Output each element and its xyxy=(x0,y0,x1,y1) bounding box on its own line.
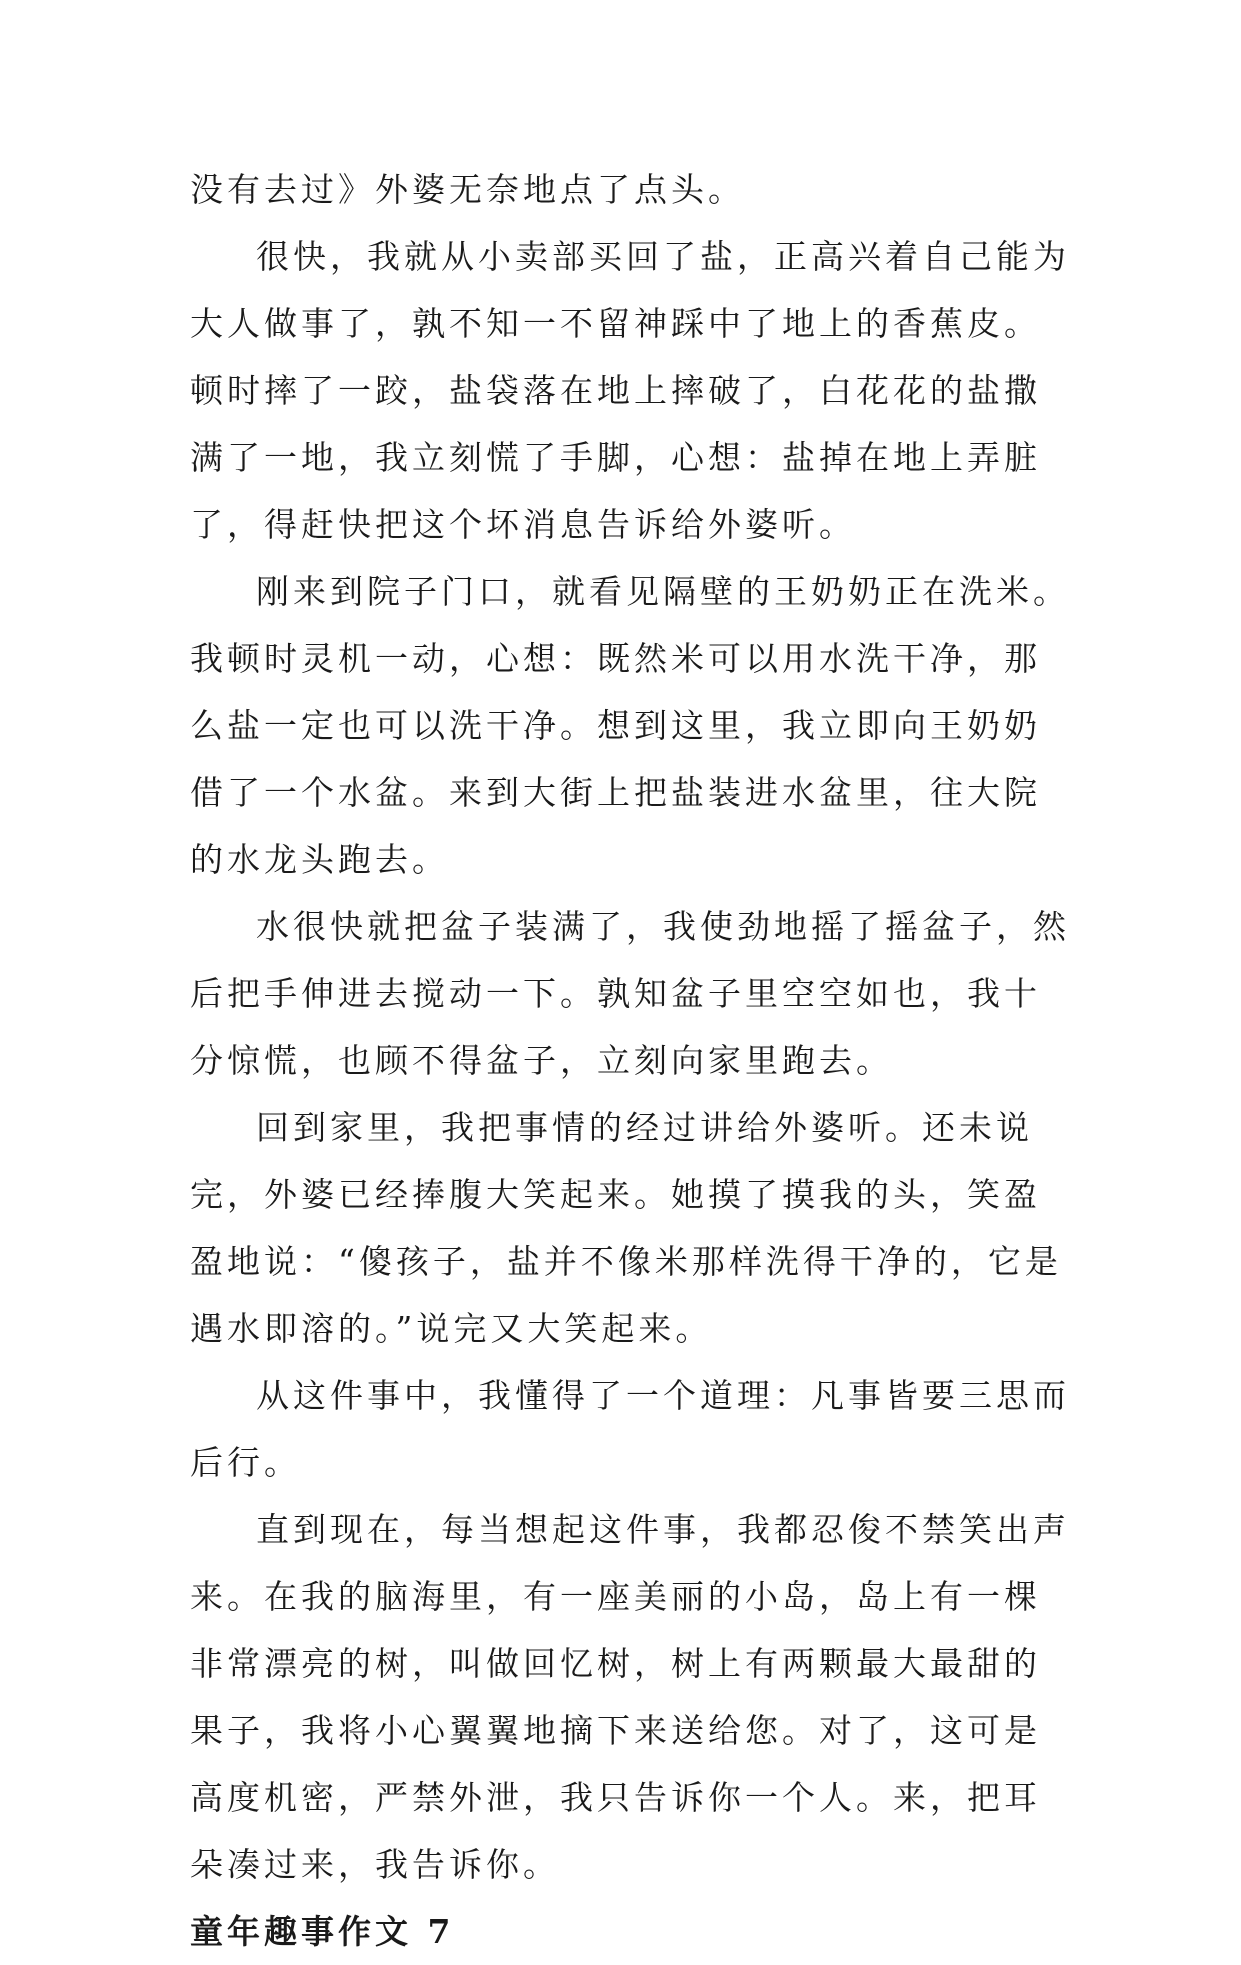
paragraph-4: 水很快就把盆子装满了，我使劲地摇了摇盆子，然后把手伸进去搅动一下。孰知盆子里空空如也，我十分惊慌，也顾不得盆子，立刻向家里跑去。 xyxy=(190,907,1070,1080)
paragraph-2: 很快，我就从小卖部买回了盐，正高兴着自己能为大人做事了，孰不知一不留神踩中了地上的香蕉皮。顿时摔了一跤，盐袋落在地上摔破了，白花花的盐撒满了一地，我立刻慌了手脚，心想：盐掉在地上弄脏了，得赶快把这个坏消息告诉给外婆听。 xyxy=(190,237,1070,544)
paragraph-6: 从这件事中，我懂得了一个道理：凡事皆要三思而后行。 xyxy=(190,1376,1070,1482)
text-column xyxy=(190,156,1070,1965)
paragraph-1: 没有去过》外婆无奈地点了点头。 xyxy=(190,170,745,209)
paragraph-5: 回到家里，我把事情的经过讲给外婆听。还未说完，外婆已经捧腹大笑起来。她摸了摸我的头，笑盈盈地说：“傻孩子，盐并不像米那样洗得干净的，它是遇水即溶的。”说完又大笑起来。 xyxy=(190,1108,1062,1348)
paragraph-7: 直到现在，每当想起这件事，我都忍俊不禁笑出声来。在我的脑海里，有一座美丽的小岛，岛上有一棵非常漂亮的树，叫做回忆树，树上有两颗最大最甜的果子，我将小心翼翼地摘下来送给您。对了，这可是高度机密，严禁外泄，我只告诉你一个人。来，把耳朵凑过来，我告诉你。 xyxy=(190,1510,1070,1884)
paragraph-3: 刚来到院子门口，就看见隔壁的王奶奶正在洗米。我顿时灵机一动，心想：既然米可以用水洗干净，那么盐一定也可以洗干净。想到这里，我立即向王奶奶借了一个水盆。来到大街上把盐装进水盆里，往大院的水龙头跑去。 xyxy=(190,572,1070,879)
section-heading: 童年趣事作文 7 xyxy=(190,1912,455,1951)
